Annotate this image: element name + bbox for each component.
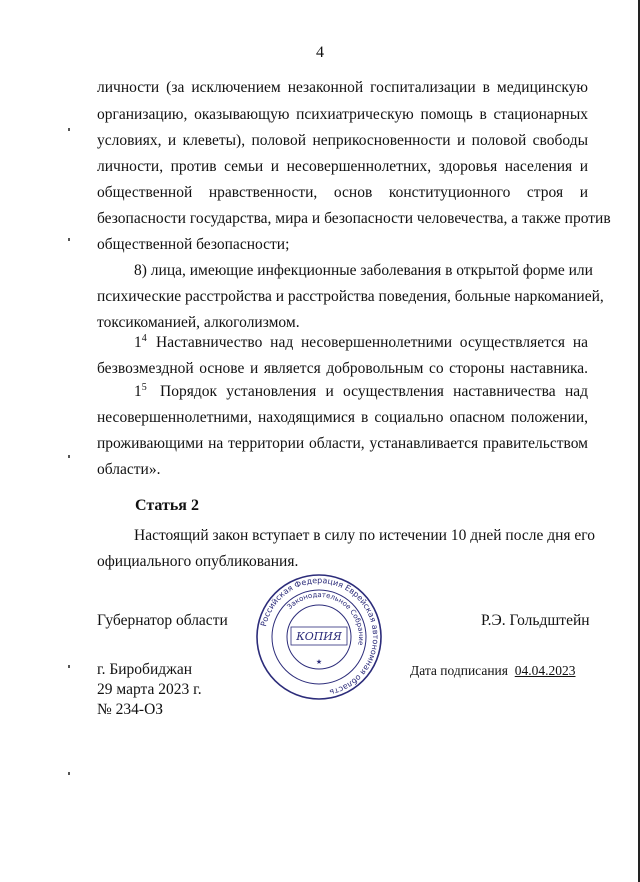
- official-seal: [254, 572, 384, 702]
- adoption-date: 29 марта 2023 г.: [97, 681, 202, 698]
- text-line: 8) лица, имеющие инфекционные заболевания в открытой форме или: [134, 262, 593, 279]
- signing-date-value: 04.04.2023: [514, 663, 576, 678]
- seal-center-text: КОПИЯ: [296, 630, 342, 643]
- signing-date-line: [410, 663, 576, 679]
- text-line: психические расстройства и расстройства поведения, больные наркоманией,: [97, 288, 604, 305]
- text-line: общественной нравственности, основ конституционного строя и: [97, 184, 588, 201]
- margin-tick: [68, 455, 70, 458]
- item-marker-1-5: [134, 382, 154, 402]
- city: г. Биробиджан: [97, 661, 193, 678]
- text-line: условиях, и клеветы), половой неприкосновенности и половой свободы: [97, 132, 588, 149]
- marker-sup: 5: [141, 382, 147, 393]
- marker-base: 1: [134, 334, 142, 351]
- page-number: 4: [316, 44, 324, 61]
- text-line: безвозмездной основе и является добровольным со стороны наставника.: [97, 360, 588, 377]
- law-number: № 234-ОЗ: [97, 701, 164, 718]
- signatory-position: Губернатор области: [97, 612, 228, 629]
- text-line: личности, против семьи и несовершеннолетних, здоровья населения и: [97, 158, 588, 175]
- seal-inner-text: Законодательное Собрание: [285, 590, 366, 646]
- margin-tick: [68, 238, 70, 241]
- seal-star-icon: ★: [315, 658, 323, 666]
- text-line: Наставничество над несовершеннолетними осуществляется на: [156, 334, 588, 351]
- text-line: общественной безопасности;: [97, 236, 290, 253]
- signing-date-label: Дата подписания: [410, 663, 508, 678]
- marker-base: 1: [134, 383, 142, 400]
- text-line: Порядок установления и осуществления наставничества над: [160, 383, 588, 400]
- text-line: безопасности государства, мира и безопасности человечества, а также против: [97, 210, 611, 227]
- text-line: официального опубликования.: [97, 553, 299, 570]
- text-line: проживающими на территории области, устанавливается правительством: [97, 435, 588, 452]
- text-line: несовершеннолетними, находящимися в социально опасном положении,: [97, 409, 588, 426]
- text-line: области».: [97, 461, 161, 478]
- item-marker-1-4: [134, 333, 154, 353]
- text-line: организацию, оказывающую психиатрическую помощь в стационарных: [97, 106, 588, 123]
- article-heading: Статья 2: [135, 497, 199, 514]
- margin-tick: [68, 665, 70, 668]
- text-line: личности (за исключением незаконной госпитализации в медицинскую: [97, 79, 588, 96]
- margin-tick: [68, 128, 70, 131]
- margin-tick: [68, 772, 70, 775]
- seal-outer-text: Российская Федерация Еврейская автономная область: [259, 575, 381, 697]
- marker-sup: 4: [141, 333, 147, 344]
- text-line: токсикоманией, алкоголизмом.: [97, 314, 300, 331]
- text-line: Настоящий закон вступает в силу по истечении 10 дней после дня его: [134, 527, 596, 544]
- signatory-name: Р.Э. Гольдштейн: [481, 612, 590, 629]
